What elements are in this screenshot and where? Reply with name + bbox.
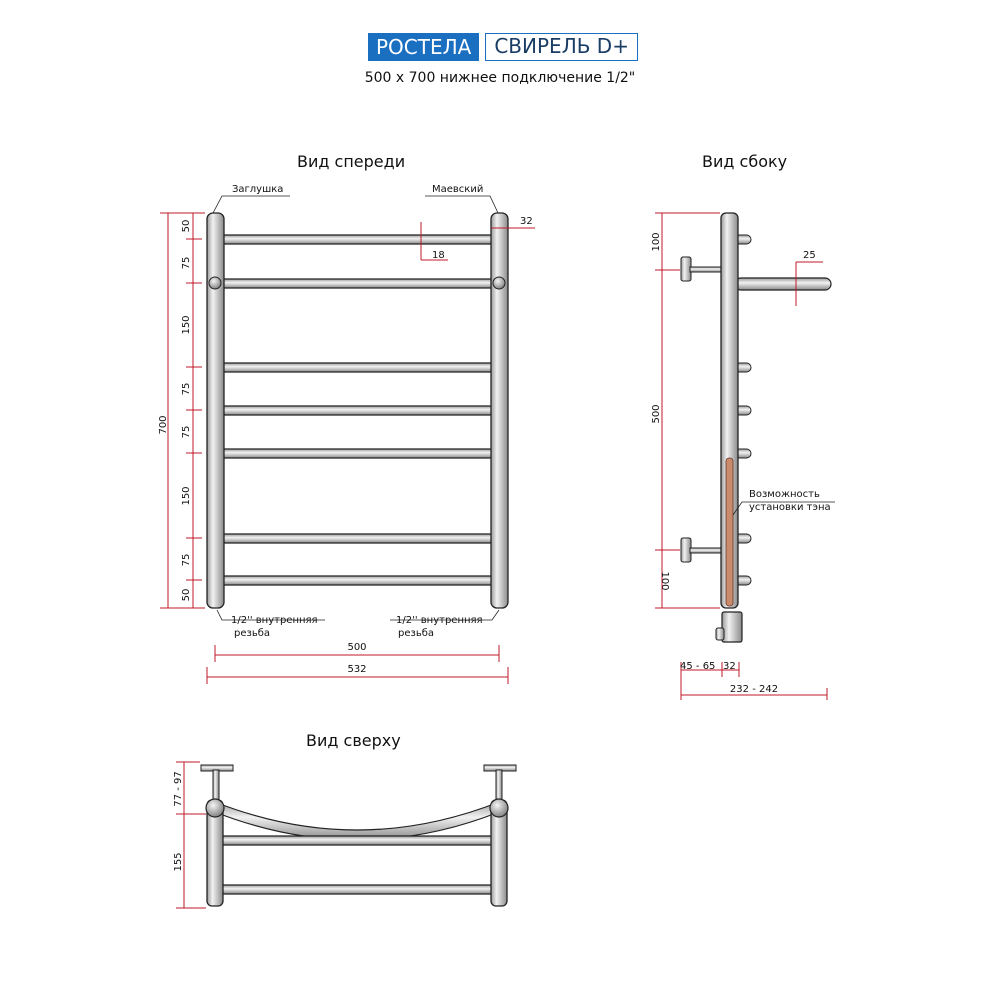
heater-label-1: Возможность — [749, 489, 820, 500]
upper-wall-bracket — [681, 257, 722, 281]
crossbar-7 — [219, 576, 495, 585]
crossbar-3 — [219, 363, 495, 372]
dim-step-1: 50 — [181, 219, 192, 233]
valve-leader — [425, 196, 498, 213]
dim-pipe-32: 32 — [520, 216, 533, 227]
front-crossbars — [219, 235, 495, 585]
crossbar-2 — [219, 279, 495, 288]
side-dim-bottom: 100 — [659, 571, 670, 591]
thread-right-label-1: 1/2'' внутренняя — [396, 615, 483, 626]
dim-width-500: 500 — [347, 642, 367, 653]
front-view-title: Вид спереди — [297, 152, 406, 171]
model-name: СВИРЕЛЬ D+ — [485, 33, 638, 61]
plug-label: Заглушка — [232, 184, 284, 195]
heater-plug-icon — [716, 628, 724, 640]
side-dim-bar: 25 — [803, 250, 816, 261]
front-left-riser — [207, 213, 224, 608]
side-dim-pipe: 32 — [723, 661, 736, 672]
top-wall-mounts — [201, 765, 516, 800]
side-view-title: Вид сбоку — [702, 152, 788, 171]
side-shelf-bar — [735, 278, 831, 290]
top-right-cap-icon — [490, 799, 508, 817]
front-view — [158, 184, 535, 684]
heater-element — [726, 458, 733, 606]
top-view — [173, 762, 516, 908]
product-subtitle: 500 х 700 нижнее подключение 1/2" — [364, 70, 636, 86]
side-dim-mid: 500 — [651, 404, 662, 424]
dim-step-6: 150 — [181, 486, 192, 506]
top-dim-wall: 77 - 97 — [173, 771, 184, 807]
thread-left-label-2: резьба — [234, 628, 271, 639]
dim-width-532: 532 — [347, 664, 367, 675]
top-curved-bar — [215, 802, 499, 840]
crossbar-5 — [219, 449, 495, 458]
thread-left-label-1: 1/2'' внутренняя — [231, 615, 318, 626]
heater-box — [722, 612, 742, 642]
top-bar-1 — [219, 836, 499, 845]
front-right-riser — [491, 213, 508, 608]
dim-step-2: 75 — [181, 256, 192, 270]
plug-leader — [213, 196, 290, 213]
thread-right-label-2: резьба — [398, 628, 435, 639]
crossbar-1 — [219, 235, 495, 244]
dim-total-height: 700 — [158, 415, 169, 435]
heater-label-2: установки тэна — [749, 502, 831, 513]
top-bar-2 — [219, 885, 499, 894]
lower-wall-bracket — [681, 538, 722, 562]
left-joint-icon — [209, 277, 221, 289]
side-dim-top: 100 — [651, 232, 662, 252]
side-dim-depth: 232 - 242 — [729, 684, 779, 695]
valve-label: Маевский — [432, 184, 484, 195]
side-dim-offset: 45 - 65 — [680, 661, 716, 672]
top-dim-depth: 155 — [173, 852, 184, 872]
dim-step-8: 50 — [181, 588, 192, 602]
brand-name: РОСТЕЛА — [368, 33, 479, 61]
crossbar-6 — [219, 534, 495, 543]
right-joint-icon — [493, 277, 505, 289]
dim-step-3: 150 — [181, 315, 192, 335]
dim-step-7: 75 — [181, 553, 192, 567]
top-left-cap-icon — [206, 799, 224, 817]
dim-bar-18: 18 — [432, 250, 445, 261]
top-view-title: Вид сверху — [306, 731, 401, 750]
dim-step-4: 75 — [181, 382, 192, 396]
side-view — [651, 213, 835, 700]
dim-step-5: 75 — [181, 425, 192, 439]
crossbar-4 — [219, 406, 495, 415]
